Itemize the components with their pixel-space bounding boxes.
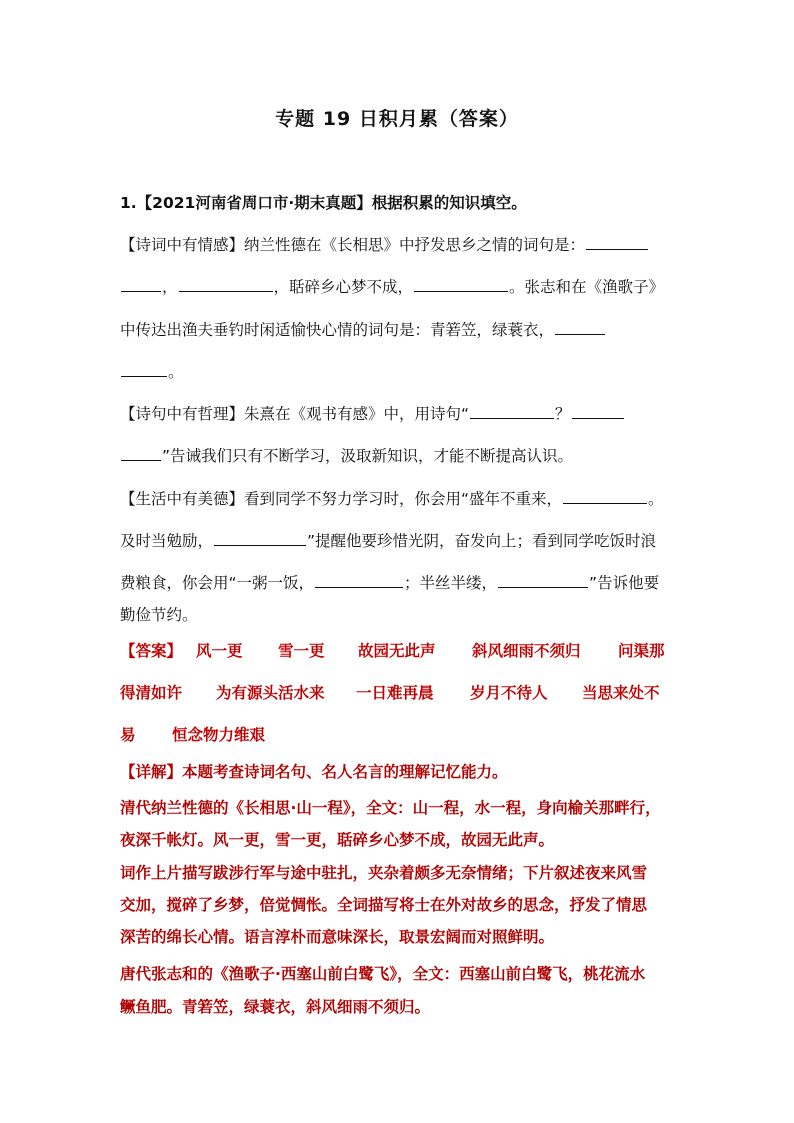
answer-blank: [498, 586, 588, 588]
question-line: [120, 318, 606, 340]
answer-item: 斜风细雨不须归: [472, 642, 581, 660]
detail-line: 夜深千帐灯。风一更，雪一更，聒碎乡心梦不成，故园无此声。: [120, 831, 555, 849]
answer-item: 为有源头活水来: [216, 684, 325, 702]
answer-item: 一日难再晨: [356, 684, 434, 702]
question-text: 及时当勉励，: [120, 532, 214, 550]
question-line: [120, 487, 664, 509]
answer-blank: [572, 417, 624, 419]
answer-blank: [121, 290, 161, 292]
answer-blank: [470, 417, 554, 419]
answer-item: 问渠那: [618, 642, 665, 660]
answer-item: 当思来处不: [582, 684, 660, 702]
answer-item: 恒念物力维艰: [172, 726, 266, 744]
answer-blank: [555, 333, 605, 335]
question-line: [120, 529, 656, 551]
question-text: 【诗词中有情感】纳兰性德在《长相思》中抒发思乡之情的词句是：: [120, 236, 586, 254]
detail-line: 唐代张志和的《渔歌子·西塞山前白鹭飞》，全文：西塞山前白鹭飞，桃花流水: [120, 965, 646, 983]
question-line: 勤俭节约。: [120, 606, 198, 624]
answer-blank: [563, 502, 647, 504]
detail-line: 深苦的绵长心情。语言淳朴而意味深长，取景宏阔而对照鲜明。: [120, 928, 555, 946]
question-text: 【诗句中有哲理】朱熹在《观书有感》中，用诗句“: [120, 405, 470, 423]
answer-item: 岁月不待人: [470, 684, 548, 702]
question-text: 。张志和在《渔歌子》: [509, 278, 665, 296]
question-line: [120, 275, 664, 297]
answer-blank: [121, 459, 161, 461]
question-line: [120, 360, 184, 382]
answer-item: 易: [120, 726, 136, 744]
question-line: [120, 444, 573, 466]
answer-blank: [214, 544, 306, 546]
question-text: ，: [162, 278, 178, 296]
answer-item: 雪一更: [278, 642, 325, 660]
question-text: ；半丝半缕，: [404, 574, 498, 592]
detail-line: 鳜鱼肥。青箬笠，绿蓑衣，斜风细雨不须归。: [120, 998, 431, 1016]
detail-intro-line: [120, 760, 508, 782]
question-text: 【生活中有美德】看到同学不努力学习时，你会用“盛年不重来，: [120, 490, 563, 508]
detail-line: 交加，搅碎了乡梦，倍觉惆怅。全词描写将士在外对故乡的思念，抒发了情思: [120, 896, 648, 914]
question-text: ”告诉他要: [589, 574, 660, 592]
answer-item: 风一更: [196, 642, 243, 660]
detail-label: 【详解】: [120, 763, 183, 781]
question-line: [120, 402, 625, 424]
answer-item: 得清如许: [120, 684, 183, 702]
answer-label: 【答案】: [120, 642, 183, 660]
question-line: [120, 571, 659, 593]
question-text: 中传达出渔夫垂钓时闲适愉快心情的词句是：青箬笠，绿蓑衣，: [120, 321, 555, 339]
page-title: 专题 19 日积月累（答案）: [275, 108, 519, 130]
detail-line: 词作上片描写跋涉行军与途中驻扎，夹杂着颇多无奈情绪；下片叙述夜来风雪: [120, 864, 648, 882]
question-text: ”提醒他要珍惜光阴，奋发向上；看到同学吃饭时浪: [307, 532, 657, 550]
detail-line: 清代纳兰性德的《长相思·山一程》，全文：山一程，水一程，身向榆关那畔行，: [120, 799, 661, 817]
answer-item: 故园无此声: [358, 642, 436, 660]
question-text: 。: [168, 363, 184, 381]
answer-blank: [586, 248, 648, 250]
detail-intro: 本题考查诗词名句、名人名言的理解记忆能力。: [182, 763, 508, 781]
answer-blank: [121, 375, 167, 377]
answer-blank: [179, 290, 273, 292]
answer-blank: [315, 586, 403, 588]
question-line: [120, 233, 649, 255]
question-text: ，聒碎乡心梦不成，: [273, 278, 414, 296]
answer-blank: [414, 290, 508, 292]
question-text: 费粮食，你会用“一粥一饭，: [120, 574, 315, 592]
question-header: 1.【2021河南省周口市·期末真题】根据积累的知识填空。: [120, 194, 527, 212]
question-text: ？: [555, 405, 571, 423]
question-text: ”告诫我们只有不断学习，汲取新知识，才能不断提高认识。: [162, 447, 574, 465]
question-text: 。: [648, 490, 664, 508]
